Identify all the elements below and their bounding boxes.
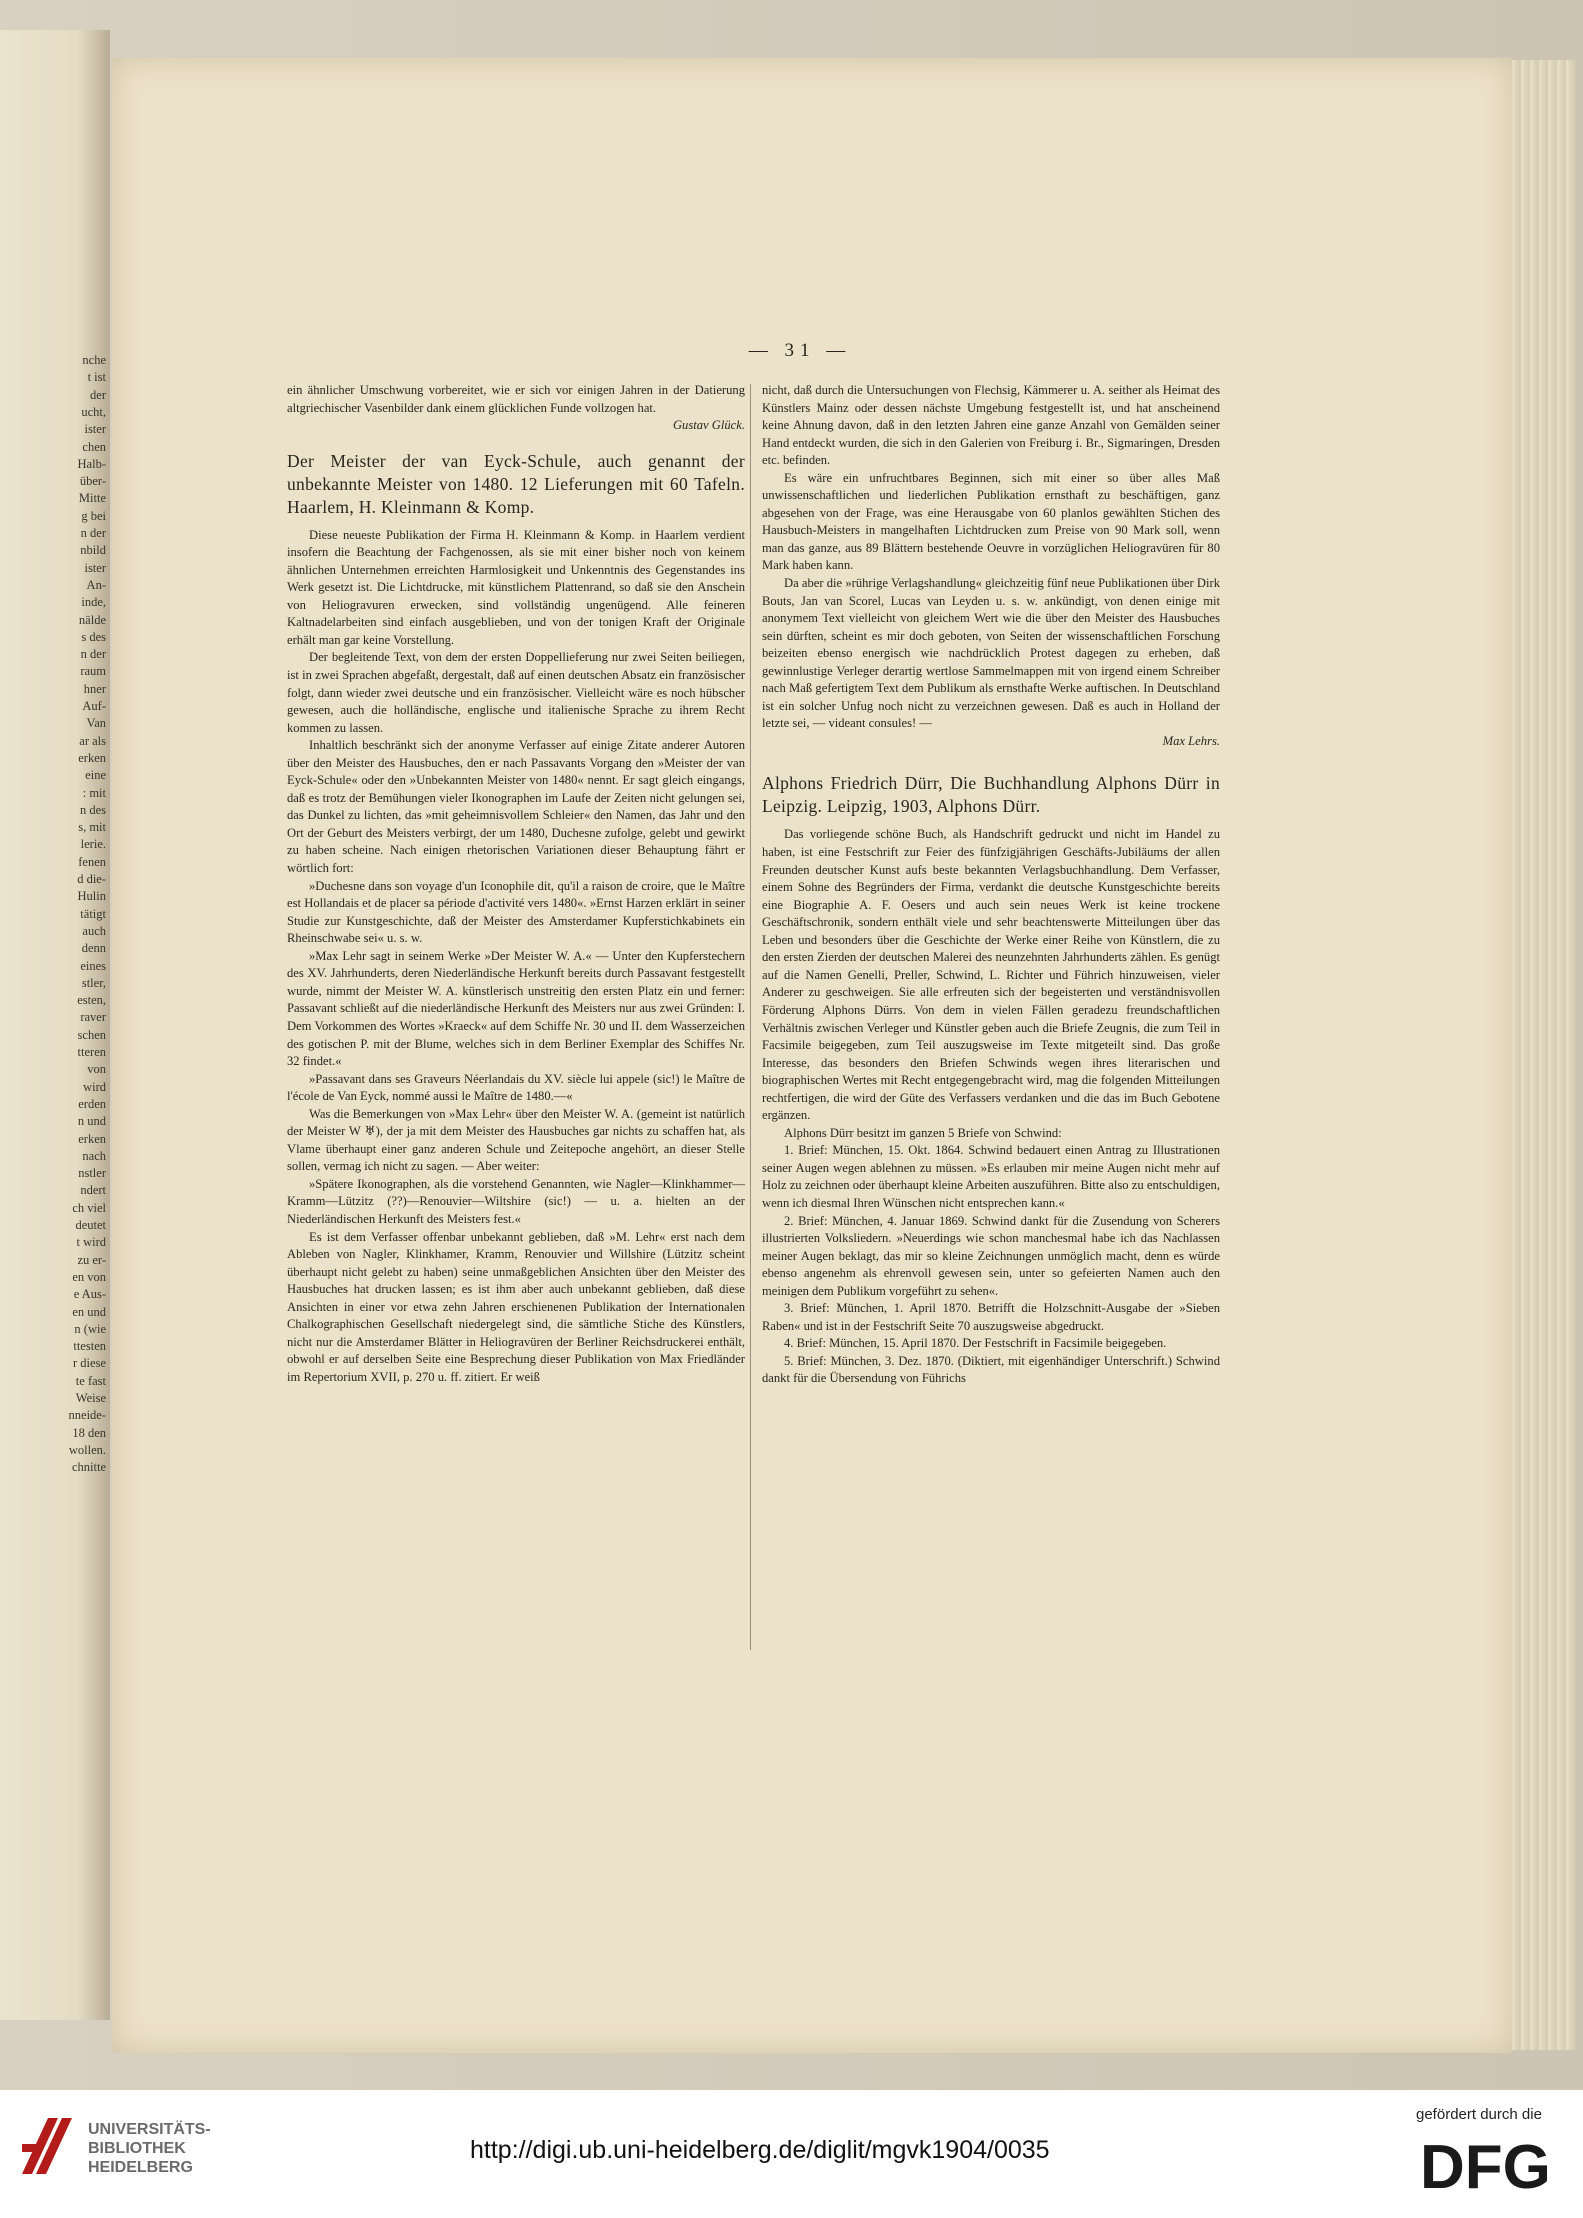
intro-signature: Gustav Glück. xyxy=(672,418,745,433)
left-page-fragment: nälde xyxy=(78,612,106,627)
left-page-fragment: auch xyxy=(82,923,106,938)
left-page-fragment: über- xyxy=(79,474,106,489)
left-page-fragment: denn xyxy=(81,941,106,956)
left-page-fragment: 18 den xyxy=(72,1425,106,1440)
left-paragraph: »Passavant dans ses Graveurs Néerlandais du XV. siècle lui appele (sic!) le Maître de l'école de Van Eyck, nommé aussi le Maître de 1480.—« xyxy=(287,1071,745,1104)
left-page-fragment: fenen xyxy=(78,854,106,869)
left-page-fragment: inde, xyxy=(81,595,106,610)
right-text-column xyxy=(762,382,1220,1388)
left-page-fragment: ttesten xyxy=(73,1339,106,1354)
permalink-url[interactable]: http://digi.ub.uni-heidelberg.de/diglit/mgvk1904/0035 xyxy=(470,2136,1050,2164)
left-page-fragment: Halb- xyxy=(77,456,106,471)
left-page-fragment: e Aus- xyxy=(73,1287,106,1302)
left-page-fragment: t ist xyxy=(87,370,106,385)
left-page-fragment: erken xyxy=(78,750,106,765)
left-paragraph: Diese neueste Publikation der Firma H. Kleinmann & Komp. in Haarlem verdient insofern die Beachtung der Fachgenossen, als sie mit einer bisher noch von keinem ähnlichen Unternehmen erreichten Harmlosigkeit und Unkenntnis des Gegenstandes ins Werk gesetzt ist. Die Lichtdrucke, mit künstlichem Plattenrand, so daß sie den Anschein von Heliogravuren erwecken, sind vollständig ungenügend. Alle feineren Kaltnadelarbeiten sind einfach ausgeblieben, und von der tonigen Kraft der Originale erhält man gar keine Vorstellung. xyxy=(287,527,745,647)
left-page-fragment: s, mit xyxy=(78,820,106,835)
left-page-fragment: r diese xyxy=(73,1356,106,1371)
left-page-fragment: von xyxy=(87,1062,106,1077)
review-signature: Max Lehrs. xyxy=(1162,733,1220,748)
left-paragraph: Was die Bemerkungen von »Max Lehr« über den Meister W. A. (gemeint ist natürlich der Meister W ♅), der ja mit dem Meister des Hausbuches gar nichts zu schaffen hat, als Vlame überhaupt einer ganz anderen Schule und Zeitepoche angehört, an dieser Stelle sollen, vermag ich nicht zu sagen. — Aber weiter: xyxy=(287,1106,745,1174)
left-paragraph: Der begleitende Text, von dem der ersten Doppellieferung nur zwei Seiten beiliegen, ist in zwei Sprachen abgefaßt, dergestalt, daß auf einen deutschen Absatz ein französischer folgt, dann wieder zwei deutsche und ein französischer. Vielleicht wäre es noch hübscher gewesen, auch die holländische, englische und italienische Sprache zu ihrem Recht kommen zu lassen. xyxy=(287,650,745,735)
left-page-fragment: g bei xyxy=(81,508,106,523)
left-paragraph: »Max Lehr sagt in seinem Werke »Der Meister W. A.« — Unter den Kupferstechern des XV. Jahrhunderts, deren Niederländische Herkunft bereits durch Passavant festgestellt wurde, nimmt der Meister W. A. künstlerisch unstreitig den ersten Platz ein und ferner: Passavant schließt auf die niederländische Herkunft des Meisters nur aus zwei Gründen: I. Dem Vorkommen des Wortes »Kraeck« auf dem Schiffe Nr. 30 und II. dem Wasserzeichen des gotischen P. mit der Blume, welches sich in dem Berliner Exemplar des Schiffes Nr. 32 findet.« xyxy=(287,948,745,1069)
page-number: — 31 — xyxy=(748,340,852,361)
left-page-fragment: en von xyxy=(72,1269,106,1284)
left-page-fragment: hner xyxy=(83,681,106,696)
left-page-fragment: Auf- xyxy=(82,699,106,713)
left-page-fragment: wird xyxy=(83,1079,106,1094)
left-page-fragment: raum xyxy=(80,664,106,679)
left-page-fragment: raver xyxy=(80,1010,106,1025)
left-page-fragment: n des xyxy=(79,802,106,817)
left-text-column xyxy=(287,382,745,1386)
dfg-logo-text: DFG xyxy=(1420,2134,1551,2196)
left-page-fragment: n der xyxy=(80,526,106,540)
column-divider xyxy=(750,384,751,1650)
right-paragraph: nicht, daß durch die Untersuchungen von Flechsig, Kämmerer u. A. seither als Heimat des Künstlers Mainz oder dessen nächste Umgebung festgestellt ist, und hat anscheinend keine Ahnung davon, daß in den letzten Jahren eine ganze Anzahl von Gemälden seiner Hand entdeckt wurden, die sich in den Galerien von Freiburg i. Br., Sigmaringen, Dresden etc. befinden. xyxy=(762,383,1220,468)
right-paragraph: Es wäre ein unfruchtbares Beginnen, sich mit einer so über alles Maß unwissenschaftlichen und liederlichen Publikation ernsthaft zu beschäftigen, ganz abgesehen von der Frage, was eine Herausgabe von 60 planlos gewählten Stichen des Hausbuch-Meisters in mangelhaften Lichtdrucken zum Preise von 90 Mark soll, wenn man das ganze, aus 89 Blättern bestehende Oeuvre in vorzüglichen Heliogravüren für 80 Mark haben kann. xyxy=(762,470,1220,573)
right-paragraph: 5. Brief: München, 3. Dez. 1870. (Diktiert, mit eigenhändiger Unterschrift.) Schwind dankt für die Übersendung von Führichs xyxy=(762,1353,1220,1386)
left-page-fragment: ndert xyxy=(80,1183,106,1198)
right-paragraph: 1. Brief: München, 15. Okt. 1864. Schwind bedauert einen Antrag zu Illustrationen seiner Augen wegen ablehnen zu müssen. »Es erlauben mir meine Augen nicht mehr auf Holz zu zeichnen oder überhaupt kleine Arbeiten auszuführen. Bitte also zu entschuldigen, wenn ich diesmal Ihren Wünschen nicht entsprechen kann.« xyxy=(762,1143,1220,1210)
intro-paragraph: ein ähnlicher Umschwung vorbereitet, wie er sich vor einigen Jahren in der Datierung altgriechischer Vasenbilder dank einem glücklichen Funde vollzogen hat. xyxy=(287,383,745,415)
left-page-fragment: erden xyxy=(78,1096,106,1111)
funded-by-label: gefördert durch die xyxy=(1416,2106,1542,2123)
left-page-fragment: t wird xyxy=(76,1235,106,1250)
left-page-fragment: tteren xyxy=(77,1045,106,1059)
right-page-stack-edge xyxy=(1505,60,1575,2050)
left-page-fragment: stler, xyxy=(81,975,106,990)
left-page-fragment: lerie. xyxy=(80,837,106,852)
left-page-fragment: d die- xyxy=(77,872,106,886)
footer-bar xyxy=(0,2090,1583,2218)
left-page-fragment: eines xyxy=(80,958,106,973)
left-page-fragment: nbild xyxy=(80,543,106,558)
left-page-fragment: en und xyxy=(72,1304,106,1319)
left-page-fragment: nche xyxy=(82,353,106,367)
left-page-fragment: s des xyxy=(81,629,106,644)
left-page-fragment: tätigt xyxy=(80,906,106,921)
right-paragraph: 3. Brief: München, 1. April 1870. Betrifft die Holzschnitt-Ausgabe der »Sieben Raben« und ist in der Festschrift Seite 70 auszugsweise abgedruckt. xyxy=(762,1301,1220,1333)
left-page-fragment: ister xyxy=(84,422,106,437)
left-page-fragment: : mit xyxy=(82,785,106,800)
right-paragraph: Das vorliegende schöne Buch, als Handschrift gedruckt und nicht im Handel zu haben, ist eine Festschrift zur Feier des fünfzigjährigen Geschäfts-Jubiläums der allen Freunden deutscher Kunst aufs beste bekannten Verlagsbuchhandlung. Dem Verfasser, einem Sohne des Begründers der Firma, verdankt die deutsche Kunstgeschichte bereits eine Biographie A. F. Oesers und auch sein neues Werk ist keine trockene Geschäftschronik, sondern enthält viele und sehr beachtenswerte Mitteilungen über das Leben und besonders über die Geschichte der Werke einer Reihe von Künstlern, die zu den ersten Zierden der deutschen Malerei des neunzehnten Jahrhunderts zählen. Es genügt auf die Namen Genelli, Preller, Schwind, L. Richter und Führich hinzuweisen, vieler Anderer zu geschweigen. Sie alle erfreuten sich der begeisterten und verständnisvollen Förderung Alphons Dürrs. Von dem in vielen Fällen geradezu freundschaftlichen Verhältnis zwischen Verleger und Künstler geben auch die Briefe Zeugnis, die zum Teil in Facsimile beigegeben, zum Teil auszugsweise im Texte mitgeteilt sind. Das große Interesse, das besonders den Briefen Schwinds wegen ihres literarischen und biographischen Wertes mit Recht entgegengebracht wird, mag die folgenden Mitteilungen rechtfertigen, die wird der Güte des Verfassers verdanken und die das im Buch Gebotene ergänzen. xyxy=(762,827,1220,1123)
left-page-fragment: zu er- xyxy=(77,1252,106,1267)
right-paragraph: Alphons Dürr besitzt im ganzen 5 Briefe von Schwind: xyxy=(784,1125,1062,1140)
review-heading-van-eyck: Der Meister der van Eyck-Schule, auch genannt der unbekannte Meister von 1480. 12 Lieferungen mit 60 Tafeln. Haarlem, H. Kleinmann & Komp. xyxy=(287,450,745,517)
university-library-logo-icon xyxy=(18,2114,76,2178)
left-page-fragment: n der xyxy=(80,647,106,662)
left-page-fragment: der xyxy=(90,387,106,402)
dfg-logo-icon xyxy=(1420,2134,1560,2196)
left-page-fragment: n (wie xyxy=(74,1321,106,1336)
right-paragraph: 2. Brief: München, 4. Januar 1869. Schwind dankt für die Zusendung von Scherers illustrierten Volksliedern. »Neuerdings wie schon manchesmal habe ich das Nachlassen meiner Augen beklagt, das mir so kleine Zeichnungen unmöglich macht, denn es würde ebenso angenehm als ehrenvoll gewesen sein, unter so gefeierten Namen auch den meinigen dem Publikum vorgeführt zu sehen«. xyxy=(762,1213,1220,1298)
left-page-fragment: nach xyxy=(82,1148,106,1163)
institution-name: UNIVERSITÄTS- BIBLIOTHEK HEIDELBERG xyxy=(88,2121,211,2176)
left-page-fragment: Van xyxy=(86,716,106,731)
left-page-fragment: schen xyxy=(77,1027,106,1042)
left-page-fragment: erken xyxy=(78,1131,106,1146)
left-paragraph: Inhaltlich beschränkt sich der anonyme Verfasser auf einige Zitate anderer Autoren über den Meister des Hausbuches, den er nach Passavants Vorgang den »Meister der van Eyck-Schule« oder den »Unbekannten Meister von 1480« nennt. Er sagt gleich eingangs, daß es trotz der Bemühungen vieler Ikonographen im Laufe der Zeiten nicht gelungen sei, das Dunkel zu lichten, das »mit geheimnisvollem Schleier« den Namen, das Jahr und den Ort der Geburt des Meisters verbirgt, der um 1480, Duchesne zufolge, gelebt und gewirkt zu haben scheine. Nach einigen rhetorischen Variationen dieser Behauptung fährt er wörtlich fort: xyxy=(287,738,745,876)
left-page-fragment: ch viel xyxy=(72,1200,106,1215)
left-page-fragment: n und xyxy=(77,1114,106,1129)
left-page-fragment: nneide- xyxy=(68,1408,106,1423)
review-heading-duerr: Alphons Friedrich Dürr, Die Buchhandlung Alphons Dürr in Leipzig. Leipzig, 1903, Alphons Dürr. xyxy=(762,773,1220,817)
left-page-fragment: esten, xyxy=(77,993,106,1008)
left-page-fragment: chen xyxy=(82,439,106,454)
left-page-fragment: wollen. xyxy=(68,1442,106,1457)
left-page-fragment: ar als xyxy=(79,733,106,748)
left-page-fragment: chnitte xyxy=(71,1460,106,1475)
left-page-fragment: An- xyxy=(86,577,106,592)
left-paragraph: »Spätere Ikonographen, als die vorstehend Genannten, wie Nagler—Klinkhammer—Kramm—Lützitz (??)—Renouvier—Wiltshire (sic!) — u. a. hielten an der Niederländischen Herkunft des Meisters fest.« xyxy=(287,1176,745,1226)
right-paragraph: 4. Brief: München, 15. April 1870. Der Festschrift in Facsimile beigegeben. xyxy=(784,1336,1167,1351)
left-page-fragment: te fast xyxy=(75,1373,106,1388)
left-page-fragment: ister xyxy=(84,560,106,575)
left-page-fragment: ucht, xyxy=(81,404,106,419)
left-page-fragment: Hulin xyxy=(77,889,106,904)
left-page-fragment: eine xyxy=(85,768,106,783)
left-page-fragment: Mitte xyxy=(78,491,106,506)
left-paragraph: Es ist dem Verfasser offenbar unbekannt geblieben, daß »M. Lehr« erst nach dem Ableben von Nagler, Klinkhamer, Kramm, Renouvier und Willshire (Lützitz scheint überhaupt nicht gelebt zu haben) seine unmaßgeblichen Ansichten über den Meister des Hausbuches hat drucken lassen; es ist ihm aber auch unbekannt geblieben, daß diese Ansichten in einer vor etwa zehn Jahren erschienenen Publikation der Internationalen Chalkographischen Gesellschaft niedergelegt sind, die sämtliche Stiche des Künstlers, nicht nur die Amsterdamer Blätter in Heliogravüren der Berliner Reichsdruckerei enthält, obwohl er auf derselben Seite eine Besprechung dieser Publikation von Max Friedländer im Repertorium XVII, p. 270 u. ff. zitiert. Er weiß xyxy=(287,1229,745,1384)
left-page-fragment: Weise xyxy=(75,1391,106,1405)
left-paragraph: »Duchesne dans son voyage d'un Iconophile dit, qu'il a raison de croire, que le Maître est Hollandais et de placer sa période d'activité vers 1480«. »Ernst Harzen erklärt in seiner Studie zur Kunstgeschichte, daß der Meister des Amsterdamer Kupferstichkabinets ein Rheinschwabe sei« u. s. w. xyxy=(287,878,745,946)
right-paragraph: Da aber die »rührige Verlagshandlung« gleichzeitig fünf neue Publikationen über Dirk Bouts, Jan van Scorel, Lucas van Leyden u. s. w. ankündigt, von denen einige mit anonymem Text vielleicht von gleichem Wert wie die über den Meister des Hausbuches sein dürften, scheint es mir doch geboten, von Seiten der wissenschaftlichen Forschung beizeiten ebenso energisch wie nachdrücklich Protest dagegen zu erheben, daß gewinnlustige Verleger derartig wertlose Sammelmappen mit von irgend einem Schreiber nach Maß gefertigtem Text dem Publikum als ernsthafte Werke auftischen. In Deutschland ist ein solcher Unfug noch nicht zu verzeichnen gewesen. Daß es auch in Holland der letzte sei, — videant consules! — xyxy=(762,576,1220,731)
left-facing-page-edge xyxy=(0,30,110,2020)
left-page-fragment: nstler xyxy=(78,1166,106,1181)
left-page-fragment: deutet xyxy=(75,1218,106,1232)
